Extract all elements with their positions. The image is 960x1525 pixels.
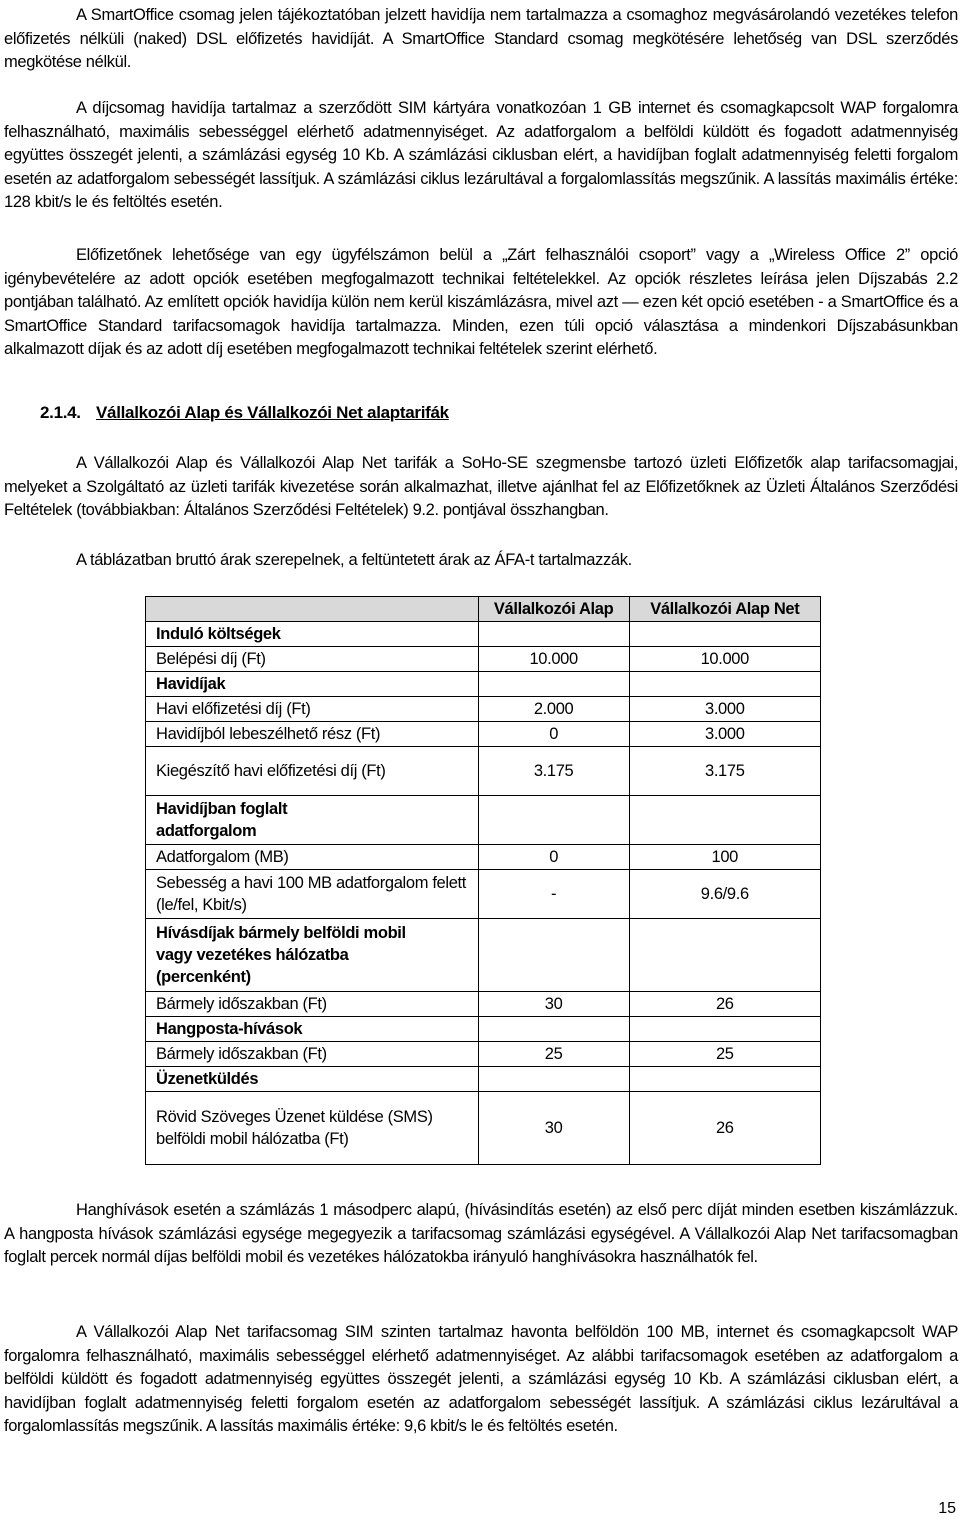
value-alap-net: 26 <box>629 992 820 1017</box>
paragraph-options: Előfizetőnek lehetősége van egy ügyfélszámon belül a „Zárt felhasználói csoport” vagy a „Wireless Office 2” opció igénybevételére az adott opciók esetében megfogalmazott technikai feltételekkel. Az opciók részletes leírása jelen Díjszabás 2.2 pontjában található. Az említett opciók havidíja külön nem kerül kiszámlázásra, mivel azt — ezen két opció esetében - a SmartOffice és a SmartOffice Standard tarifacsomagok havidíja tartalmazza. Minden, ezen túli opció választása a mindenkori Díjszabásunkban alkalmazott díjak és az adott díj esetében megfogalmazott technikai feltételek szerint elérhető. <box>4 246 958 358</box>
value-alap-net: 25 <box>629 1042 820 1067</box>
row-label: Adatforgalom (MB) <box>146 845 479 870</box>
value-alap-net: 3.000 <box>629 697 820 722</box>
table-row <box>146 747 821 796</box>
row-label: Bármely időszakban (Ft) <box>146 1042 479 1067</box>
value-alap: 2.000 <box>478 697 629 722</box>
table-row <box>146 919 821 992</box>
value-alap-net: 26 <box>629 1092 820 1165</box>
table-header-alap: Vállalkozói Alap <box>478 597 629 622</box>
table-row <box>146 870 821 919</box>
table-row <box>146 697 821 722</box>
value-alap-net <box>629 796 820 845</box>
row-label: Havidíjból lebeszélhető rész (Ft) <box>146 722 479 747</box>
table-row <box>146 672 821 697</box>
table-row <box>146 796 821 845</box>
paragraph-alap-net-data: A Vállalkozói Alap Net tarifacsomag SIM szinten tartalmaz havonta belföldön 100 MB, internet és csomagkapcsolt WAP forgalomra felhasználható, maximális sebességgel elérhető adatmennyiséget. Az alábbi tarifacsomagok esetében az adatforgalom a belföldi küldött és fogadott adatmennyiség együttes összegét jelenti, a számlázási egység 10 Kb. A számlázási ciklusban elért, a havidíjban foglalt adatmennyiség feletti forgalom esetén az adatforgalom sebességét lassítjuk. A számlázási ciklus lezárultával a forgalomlassítás megszűnik. A lassítás maximális értéke: 9,6 kbit/s le és feltöltés esetén. <box>4 1323 958 1435</box>
table-row <box>146 622 821 647</box>
table-row <box>146 1042 821 1067</box>
value-alap <box>478 796 629 845</box>
value-alap-net <box>629 672 820 697</box>
value-alap: 25 <box>478 1042 629 1067</box>
table-row <box>146 1067 821 1092</box>
table-row <box>146 1092 821 1165</box>
table-row <box>146 1017 821 1042</box>
page-number: 15 <box>938 1500 956 1517</box>
value-alap-net <box>629 1067 820 1092</box>
value-alap: 3.175 <box>478 747 629 796</box>
row-label: Belépési díj (Ft) <box>146 647 479 672</box>
row-label: Kiegészítő havi előfizetési díj (Ft) <box>146 747 479 796</box>
row-label: Hívásdíjak bármely belföldi mobil vagy vezetékes hálózatba (percenként) <box>146 919 479 992</box>
paragraph-smartoffice-dsl: A SmartOffice csomag jelen tájékoztatóban jelzett havidíja nem tartalmazza a csomaghoz megvásárolandó vezetékes telefon előfizetés nélküli (naked) DSL előfizetés havidíját. A SmartOffice Standard csomag megkötésére lehetőség van DSL szerződés megkötése nélkül. <box>4 6 958 71</box>
table-row <box>146 845 821 870</box>
value-alap-net: 9.6/9.6 <box>629 870 820 919</box>
value-alap <box>478 1067 629 1092</box>
value-alap <box>478 622 629 647</box>
value-alap: - <box>478 870 629 919</box>
paragraph-voice-billing: Hanghívások esetén a számlázás 1 másodperc alapú, (hívásindítás esetén) az első perc díját minden esetben kiszámlázzuk. A hangposta hívások számlázási egysége megegyezik a tarifacsomag számlázási egységével. A Vállalkozói Alap Net tarifacsomagban foglalt percek normál díjas belföldi mobil és vezetékes hálózatokba irányuló hanghívásokra használhatók fel. <box>4 1201 958 1266</box>
paragraph-tariff-intro: A Vállalkozói Alap és Vállalkozói Alap Net tarifák a SoHo-SE szegmensbe tartozó üzleti Előfizetők alap tarifacsomagjai, melyeket a Szolgáltató az üzleti tarifák kivezetése során alkalmazhat, illetve ajánlhat fel az Előfizetőknek az Üzleti Általános Szerződési Feltételek (továbbiakban: Általános Szerződési Feltételek) 9.2. pontjával összhangban. <box>4 454 958 519</box>
row-label: Havidíjak <box>146 672 479 697</box>
pricing-table <box>145 596 821 1165</box>
row-label: Hangposta-hívások <box>146 1017 479 1042</box>
row-label: Havi előfizetési díj (Ft) <box>146 697 479 722</box>
paragraph-data-allowance: A díjcsomag havidíja tartalmaz a szerződött SIM kártyára vonatkozóan 1 GB internet és csomagkapcsolt WAP forgalomra felhasználható, maximális sebességgel elérhető adatmennyiséget. Az adatforgalom a belföldi küldött és fogadott adatmennyiség együttes összegét jelenti, a számlázási egység 10 Kb. A számlázási ciklusban elért, a havidíjban foglalt adatmennyiség feletti forgalom esetén az adatforgalom sebességét lassítjuk. A számlázási ciklus lezárultával a forgalomlassítás megszűnik. A lassítás maximális értéke: 128 kbit/s le és feltöltés esetén. <box>4 99 958 211</box>
section-heading <box>40 403 449 423</box>
value-alap-net: 10.000 <box>629 647 820 672</box>
value-alap-net: 100 <box>629 845 820 870</box>
table-row <box>146 722 821 747</box>
value-alap: 0 <box>478 845 629 870</box>
row-label: Induló költségek <box>146 622 479 647</box>
value-alap <box>478 1017 629 1042</box>
value-alap-net <box>629 1017 820 1042</box>
section-number: 2.1.4. <box>40 403 81 422</box>
row-label: Havidíjban foglalt adatforgalom <box>146 796 479 845</box>
value-alap-net: 3.175 <box>629 747 820 796</box>
row-label: Üzenetküldés <box>146 1067 479 1092</box>
value-alap: 30 <box>478 1092 629 1165</box>
paragraph-gross-prices: A táblázatban bruttó árak szerepelnek, a feltüntetett árak az ÁFA-t tartalmazzák. <box>76 551 632 569</box>
value-alap-net: 3.000 <box>629 722 820 747</box>
row-label: Bármely időszakban (Ft) <box>146 992 479 1017</box>
table-row <box>146 647 821 672</box>
section-title: Vállalkozói Alap és Vállalkozói Net alaptarifák <box>96 403 449 422</box>
row-label: Rövid Szöveges Üzenet küldése (SMS) belföldi mobil hálózatba (Ft) <box>146 1092 479 1165</box>
table-header-empty <box>146 597 479 622</box>
table-header-alap-net: Vállalkozói Alap Net <box>629 597 820 622</box>
value-alap: 0 <box>478 722 629 747</box>
row-label: Sebesség a havi 100 MB adatforgalom felett (le/fel, Kbit/s) <box>146 870 479 919</box>
value-alap-net <box>629 622 820 647</box>
value-alap <box>478 672 629 697</box>
value-alap-net <box>629 919 820 992</box>
table-row <box>146 992 821 1017</box>
value-alap <box>478 919 629 992</box>
value-alap: 30 <box>478 992 629 1017</box>
value-alap: 10.000 <box>478 647 629 672</box>
